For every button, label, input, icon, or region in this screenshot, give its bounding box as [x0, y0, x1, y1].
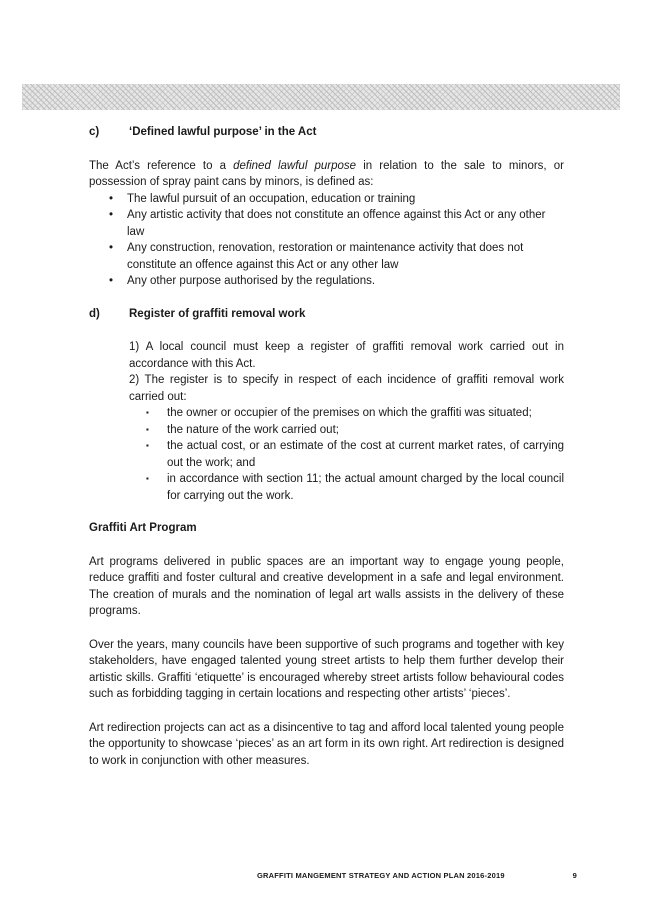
section-d-item-1: 1) A local council must keep a register of graffiti removal work carried out in accordance with this Act. [129, 341, 564, 370]
page-footer [257, 868, 577, 885]
program-paragraph-1: Art programs delivered in public spaces are an important way to engage young people, reduce graffiti and foster cultural and creative development in a safe and legal environment. The creation of murals and the nomination of legal art walls assists in the delivery of these programs. [89, 555, 564, 617]
section-c-label: c) [89, 126, 100, 138]
list-item: ▪ in accordance with section 11; the actual amount charged by the local council for carrying out the work. [129, 471, 564, 504]
program-heading [89, 520, 564, 537]
document-body [89, 124, 564, 769]
list-item: • Any other purpose authorised by the regulations. [89, 273, 564, 290]
section-d-item-2: 2) The register is to specify in respect of each incidence of graffiti removal work carried out: [129, 374, 564, 403]
list-item: • Any construction, renovation, restoration or maintenance activity that does not constitute an offence against this Act or any other law [89, 240, 564, 273]
section-c-intro-post: in relation to the sale to minors, or possession of spray paint cans by minors, is defined as: [89, 159, 564, 188]
section-c-heading [89, 124, 564, 141]
section-c-bullet-list [89, 191, 564, 290]
list-item: • Any artistic activity that does not constitute an offence against this Act or any other law [89, 207, 564, 240]
list-item: ▪ the owner or occupier of the premises on which the graffiti was situated; [129, 405, 564, 422]
section-d-items [89, 339, 564, 504]
section-d-bullet-list [129, 405, 564, 504]
section-c-title: ‘Defined lawful purpose’ in the Act [129, 126, 317, 138]
section-d-heading [89, 306, 564, 323]
program-paragraph-3: Art redirection projects can act as a disincentive to tag and afford local talented young people the opportunity to showcase ‘pieces’ as an art form in its own right. Art redirection is designed to work in conjunction with other measures. [89, 721, 564, 767]
list-item: • The lawful pursuit of an occupation, education or training [89, 191, 564, 208]
section-d-title: Register of graffiti removal work [129, 307, 306, 320]
footer-title: GRAFFITI MANGEMENT STRATEGY AND ACTION PLAN 2016-2019 [257, 871, 505, 880]
section-c-intro [89, 158, 564, 191]
program-title: Graffiti Art Program [89, 522, 197, 534]
page-number: 9 [572, 871, 577, 880]
section-c-intro-emphasis: defined lawful purpose [233, 159, 357, 172]
section-c-intro-pre: The Act’s reference to a [89, 159, 234, 172]
program-paragraph-2: Over the years, many councils have been supportive of such programs and together with key stakeholders, have engaged talented young street artists to help them further develop their artistic skills. Graffiti ‘etiquette’ is encouraged whereby street artists follow behavioural codes such as forbidding tagging in certain locations and respecting other artists’ ‘pieces’. [89, 638, 564, 700]
list-item: ▪ the nature of the work carried out; [129, 422, 564, 439]
section-d-label: d) [89, 307, 100, 320]
list-item: ▪ the actual cost, or an estimate of the cost at current market rates, of carrying out the work; and [129, 438, 564, 471]
header-pattern-band [22, 84, 620, 110]
